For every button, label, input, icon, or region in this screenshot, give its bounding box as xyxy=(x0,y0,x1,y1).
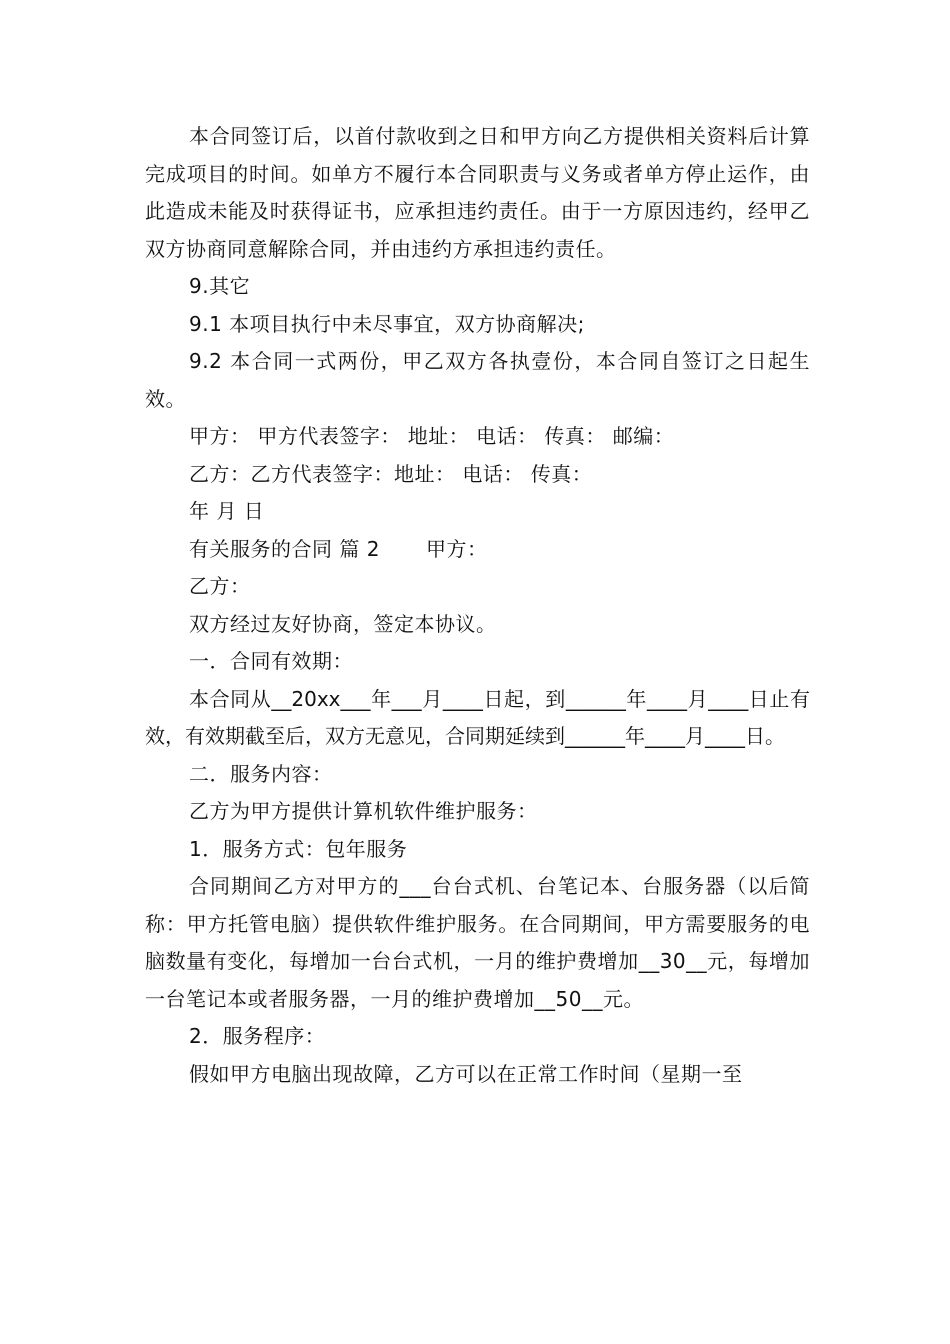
service-description: 乙方为甲方提供计算机软件维护服务： xyxy=(189,799,538,823)
party-b-label: 乙方： xyxy=(189,574,251,598)
agreement-intro: 双方经过友好协商，签定本协议。 xyxy=(189,611,497,636)
party-a-signature-line: 甲方： 甲方代表签字： 地址： 电话： 传真： 邮编： xyxy=(189,424,675,448)
contract-title: 有关服务的合同 篇 2 xyxy=(189,536,380,561)
section-heading-service-content: 二．服务内容： xyxy=(189,761,333,786)
service-method: 1．服务方式：包年服务 xyxy=(189,836,408,861)
section-heading-validity: 一．合同有效期： xyxy=(189,649,353,673)
fault-handling-paragraph: 假如甲方电脑出现故障，乙方可以在正常工作时间（星期一至 xyxy=(189,1061,743,1086)
service-scope-paragraph: 合同期间乙方对甲方的___台台式机、台笔记本、台服务器（以后简称：甲方托管电脑）提供软件维护服务。在合同期间，甲方需要服务的电脑数量有变化，每增加一台台式机，一月的维护费增加__30__元，每增加一台笔记本或者服务器，一月的维护费增加__50__元。 xyxy=(145,874,810,1011)
clause-9-2: 9.2 本合同一式两份，甲乙双方各执壹份，本合同自签订之日起生效。 xyxy=(145,349,810,411)
party-a-label: 甲方： xyxy=(425,536,488,561)
clause-9-1: 9.1 本项目执行中未尽事宜，双方协商解决; xyxy=(189,311,585,336)
validity-period-paragraph: 本合同从__20xx___年___月____日起，到______年____月____日止有效，有效期截至后，双方无意见，合同期延续到______年____月____日。 xyxy=(145,686,810,748)
contract-title-line xyxy=(145,531,810,569)
paragraph-completion-terms: 本合同签订后，以首付款收到之日和甲方向乙方提供相关资料后计算 完成项目的时间。如单方不履行本合同职责与义务或者单方停止运作，由此造成未能及时获得证书，应承担违约责任。由于一方原因违约，经甲乙双方协商同意解除合同，并由违约方承担违约责任。 xyxy=(145,124,810,261)
document-body xyxy=(145,118,810,1093)
section-heading-other: 9.其它 xyxy=(189,274,251,298)
service-procedure-heading: 2．服务程序： xyxy=(189,1024,326,1048)
date-line: 年 月 日 xyxy=(189,499,265,523)
party-b-signature-line: 乙方：乙方代表签字：地址： 电话： 传真： xyxy=(189,461,593,486)
